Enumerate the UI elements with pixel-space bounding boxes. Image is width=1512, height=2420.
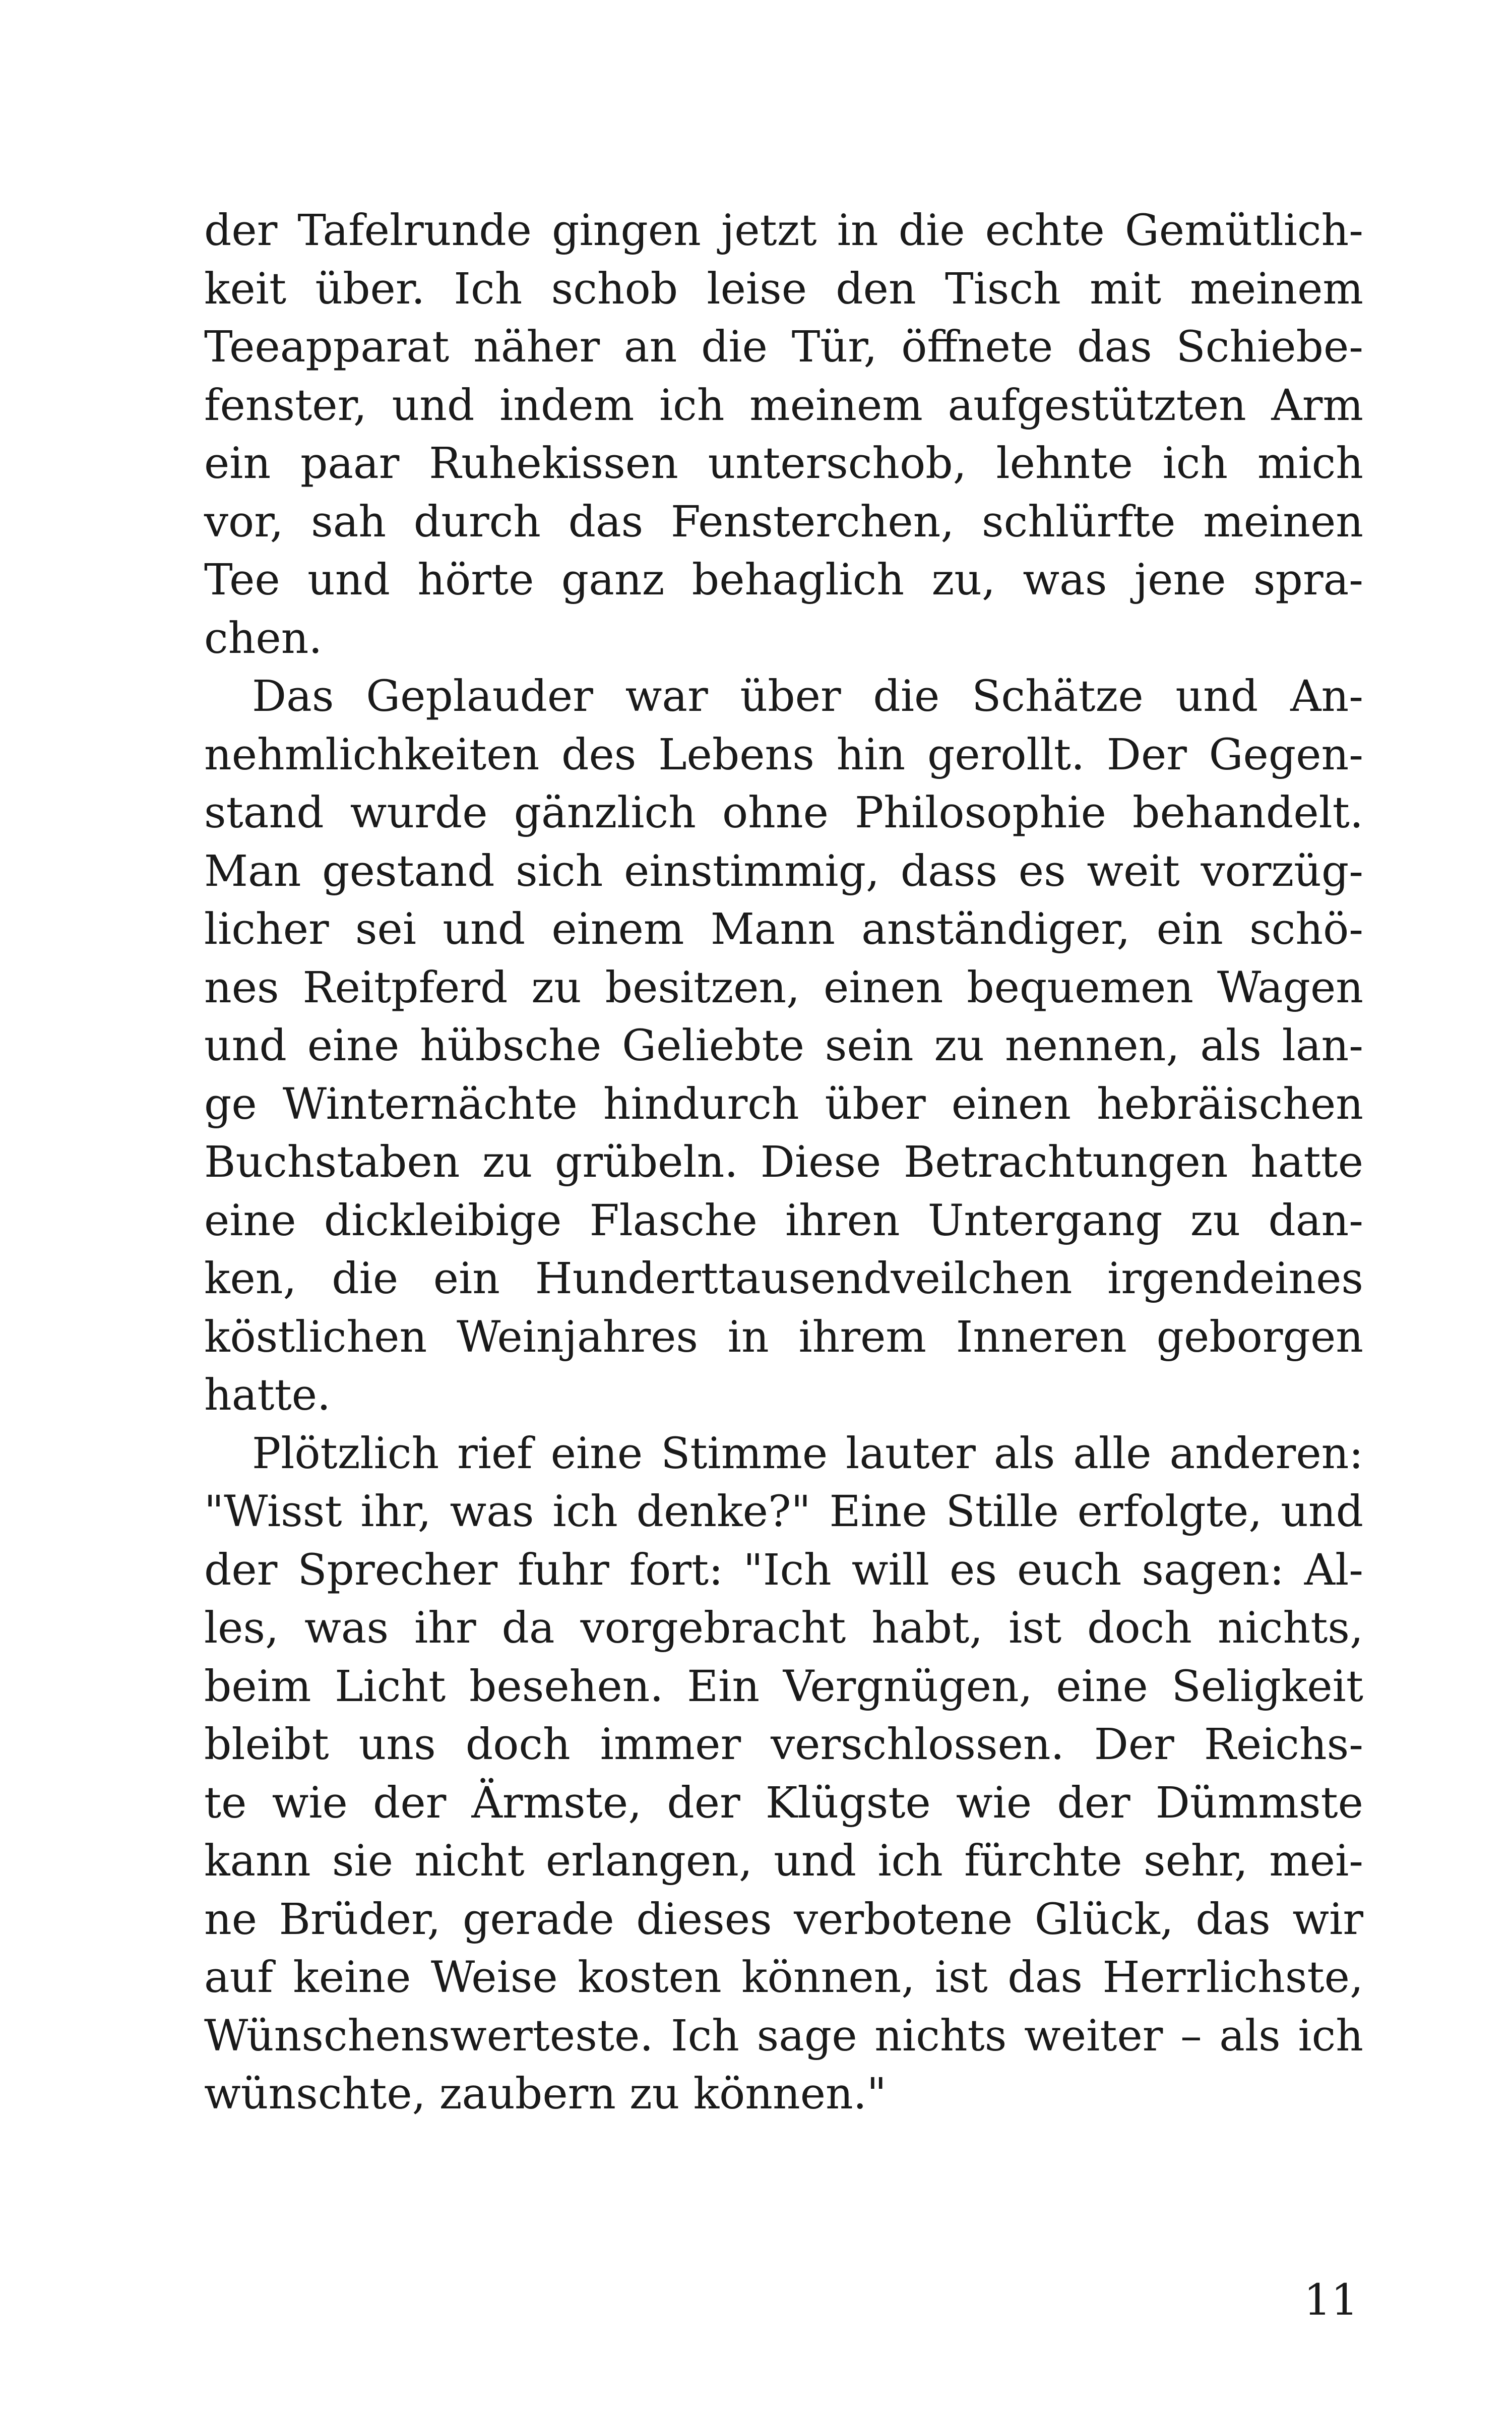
- text-line: chen.: [204, 613, 323, 663]
- text-line: licher sei und einem Mann anständiger, ein schö-: [204, 904, 1363, 954]
- text-line: nes Reitpferd zu besitzen, einen bequemen Wagen: [204, 962, 1363, 1013]
- text-line: Man gestand sich einstimmig, dass es weit vorzüg-: [204, 846, 1363, 896]
- text-line: nehmlichkeiten des Lebens hin gerollt. Der Gegen-: [204, 730, 1363, 780]
- text-line: Das Geplauder war über die Schätze und An-: [252, 672, 1363, 721]
- text-line: Buchstaben zu grübeln. Diese Betrachtungen hatte: [204, 1137, 1363, 1187]
- text-line: Tee und hörte ganz behaglich zu, was jene spra-: [204, 555, 1363, 605]
- text-line: der Tafelrunde gingen jetzt in die echte Gemütlich-: [204, 206, 1363, 256]
- text-line: köstlichen Weinjahres in ihrem Inneren geborgen: [204, 1312, 1363, 1362]
- text-line: wünschte, zaubern zu können.": [204, 2069, 887, 2119]
- text-line: "Wisst ihr, was ich denke?" Eine Stille erfolgte, und: [204, 1487, 1363, 1537]
- text-line: der Sprecher fuhr fort: "Ich will es euch sagen: Al-: [204, 1545, 1363, 1595]
- text-line: les, was ihr da vorgebracht habt, ist doch nichts,: [204, 1603, 1363, 1653]
- page-number: 11: [1303, 2275, 1358, 2325]
- text-line: bleibt uns doch immer verschlossen. Der Reichs-: [204, 1720, 1363, 1770]
- text-line: keit über. Ich schob leise den Tisch mit meinem: [204, 264, 1363, 314]
- text-line: und eine hübsche Geliebte sein zu nennen, als lan-: [204, 1021, 1363, 1071]
- text-line: ken, die ein Hunderttausendveilchen irgendeines: [204, 1254, 1363, 1304]
- paragraph: [204, 1425, 1363, 2124]
- text-line: ge Winternächte hindurch über einen hebräischen: [204, 1079, 1363, 1129]
- paragraph: [204, 668, 1363, 1425]
- text-line: kann sie nicht erlangen, und ich fürchte sehr, mei-: [204, 1836, 1363, 1886]
- text-line: vor, sah durch das Fensterchen, schlürfte meinen: [204, 497, 1363, 547]
- text-line: ne Brüder, gerade dieses verbotene Glück, das wir: [204, 1894, 1363, 1945]
- text-line: stand wurde gänzlich ohne Philosophie behandelt.: [204, 788, 1363, 838]
- text-line: hatte.: [204, 1370, 331, 1420]
- text-line: te wie der Ärmste, der Klügste wie der Dümmste: [204, 1778, 1363, 1828]
- text-line: Wünschenswerteste. Ich sage nichts weiter – als ich: [204, 2011, 1363, 2061]
- text-line: beim Licht besehen. Ein Vergnügen, eine Seligkeit: [204, 1661, 1363, 1712]
- text-line: auf keine Weise kosten können, ist das Herrlichste,: [204, 1953, 1363, 2003]
- text-line: fenster, und indem ich meinem aufgestützten Arm: [204, 380, 1363, 431]
- text-line: ein paar Ruhekissen unterschob, lehnte ich mich: [204, 439, 1363, 489]
- paragraph: [204, 202, 1363, 668]
- body-text: [204, 202, 1363, 2124]
- text-line: Plötzlich rief eine Stimme lauter als alle anderen:: [252, 1428, 1363, 1479]
- text-line: Teeapparat näher an die Tür, öffnete das Schiebe-: [204, 322, 1363, 372]
- text-line: eine dickleibige Flasche ihren Untergang zu dan-: [204, 1195, 1363, 1246]
